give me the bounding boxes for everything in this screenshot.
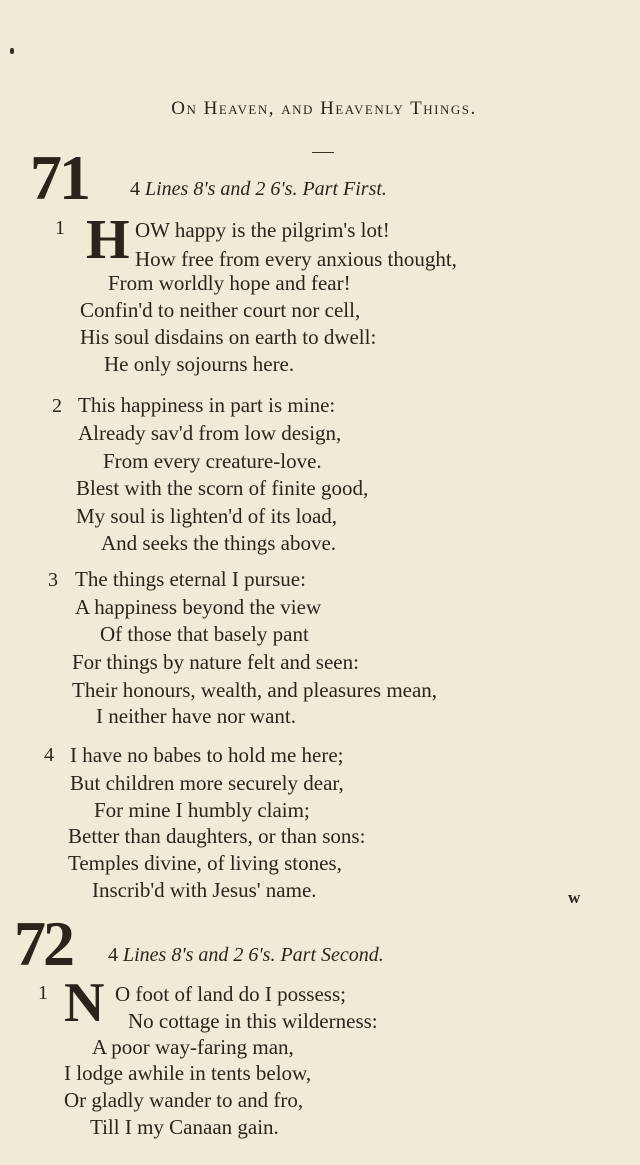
meter-part: Part Second. bbox=[280, 944, 384, 966]
hymn-line: O foot of land do I possess; bbox=[115, 982, 346, 1006]
hymn-line: No cottage in this wilderness: bbox=[128, 1009, 378, 1033]
hymn-line: How free from every anxious thought, bbox=[135, 247, 457, 271]
hymn-line: And seeks the things above. bbox=[101, 531, 337, 555]
hymn-line: He only sojourns here. bbox=[104, 352, 295, 376]
hymn-line: A happiness beyond the view bbox=[75, 595, 322, 619]
header-rule bbox=[312, 152, 334, 153]
hymn-71-meter bbox=[130, 178, 387, 201]
ink-speck bbox=[10, 48, 14, 54]
hymn-line: His soul disdains on earth to dwell: bbox=[80, 325, 377, 349]
hymn-line: I lodge awhile in tents below, bbox=[64, 1061, 312, 1085]
hymn-line: Of those that basely pant bbox=[100, 622, 309, 646]
hymn-line: Inscrib'd with Jesus' name. bbox=[92, 878, 317, 902]
hymn-line: Blest with the scorn of finite good, bbox=[76, 476, 369, 500]
hymn-line: For things by nature felt and seen: bbox=[72, 650, 359, 674]
hymn-line: But children more securely dear, bbox=[70, 771, 344, 795]
verse-number: 1 bbox=[38, 982, 48, 1004]
hymn-line: Their honours, wealth, and pleasures mean, bbox=[72, 678, 438, 702]
hymn-line: Or gladly wander to and fro, bbox=[64, 1088, 304, 1112]
hymn-line: OW happy is the pilgrim's lot! bbox=[135, 218, 390, 242]
hymn-line: Confin'd to neither court nor cell, bbox=[80, 298, 361, 322]
hymn-line: This happiness in part is mine: bbox=[78, 393, 336, 417]
hymn-number-71: 71 bbox=[30, 142, 88, 213]
drop-cap: N bbox=[64, 972, 105, 1034]
hymn-line: Temples divine, of living stones, bbox=[68, 851, 342, 875]
meter-part: Part First. bbox=[302, 178, 387, 200]
hymn-line: For mine I humbly claim; bbox=[94, 798, 310, 822]
meter-numeral: 4 bbox=[130, 178, 140, 200]
hymn-line: A poor way-faring man, bbox=[92, 1035, 294, 1059]
meter-numeral: 4 bbox=[108, 944, 118, 966]
verse-number: 2 bbox=[52, 395, 62, 417]
hymn-line: Better than daughters, or than sons: bbox=[68, 824, 366, 848]
hymn-72-meter bbox=[108, 944, 384, 967]
hymn-line: The things eternal I pursue: bbox=[75, 567, 306, 591]
meter-text: Lines 8's and 2 6's. bbox=[123, 944, 276, 966]
hymn-line: Already sav'd from low design, bbox=[78, 421, 342, 445]
hymn-line: I neither have nor want. bbox=[96, 704, 297, 728]
hymn-number-72: 72 bbox=[14, 908, 72, 979]
verse-number: 3 bbox=[48, 569, 58, 591]
hymn-line: From every creature-love. bbox=[103, 449, 322, 473]
meter-text: Lines 8's and 2 6's. bbox=[145, 178, 298, 200]
hymn-line: I have no babes to hold me here; bbox=[70, 743, 344, 767]
hymn-line: From worldly hope and fear! bbox=[108, 271, 351, 295]
hymn-line: Till I my Canaan gain. bbox=[90, 1115, 279, 1139]
drop-cap: H bbox=[86, 209, 130, 271]
hymn-line: My soul is lighten'd of its load, bbox=[76, 504, 338, 528]
verse-number: 4 bbox=[44, 744, 54, 766]
page-header: On Heaven, and Heavenly Things. bbox=[171, 98, 477, 119]
signature-mark: w bbox=[568, 888, 581, 907]
verse-number: 1 bbox=[55, 217, 65, 239]
